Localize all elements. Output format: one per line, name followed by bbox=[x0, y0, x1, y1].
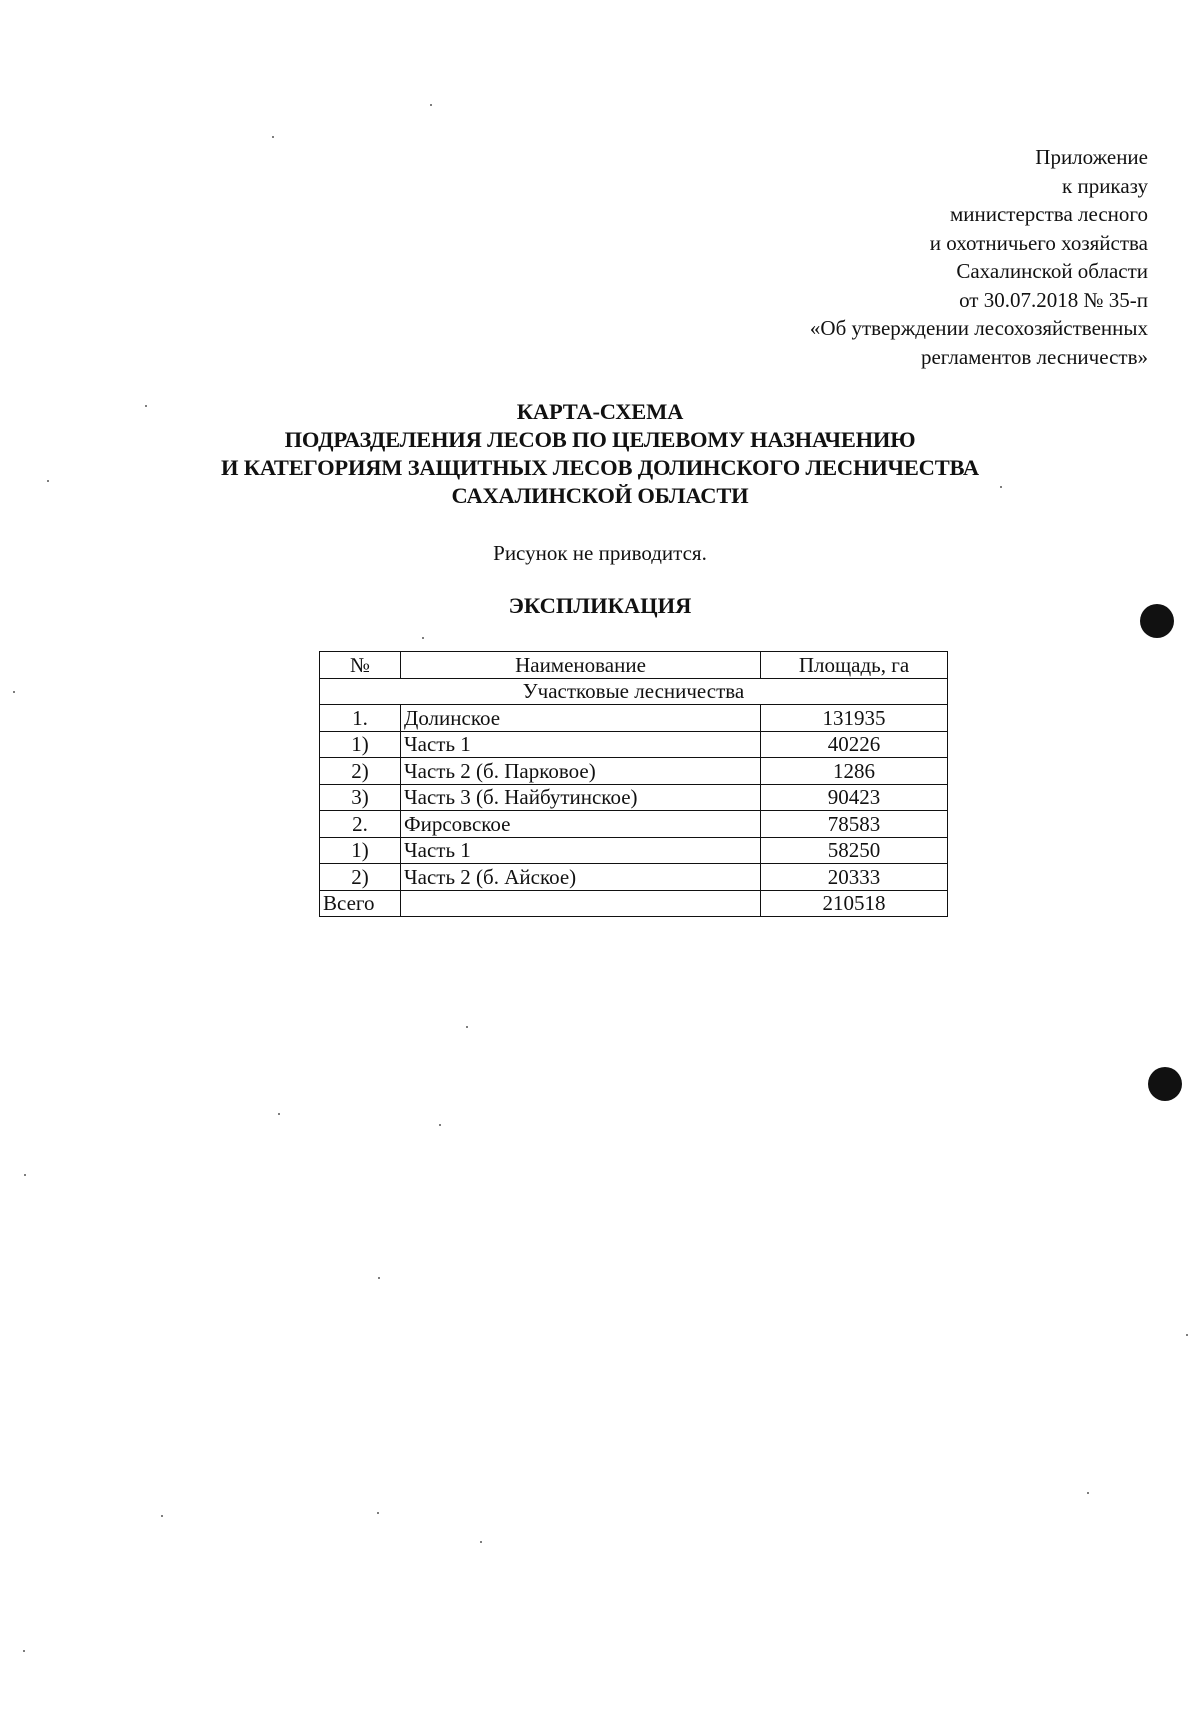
row-name: Часть 1 bbox=[401, 837, 761, 864]
row-name: Часть 1 bbox=[401, 731, 761, 758]
table-row bbox=[320, 811, 948, 838]
explication-heading: ЭКСПЛИКАЦИЯ bbox=[508, 593, 692, 618]
scan-speck bbox=[466, 1026, 468, 1028]
scan-speck bbox=[378, 1277, 380, 1279]
table-header-row bbox=[320, 652, 948, 679]
title-line: ПОДРАЗДЕЛЕНИЯ ЛЕСОВ ПО ЦЕЛЕВОМУ НАЗНАЧЕНИЮ bbox=[284, 427, 916, 452]
section-label: Участковые лесничества bbox=[320, 678, 948, 705]
scan-speck bbox=[13, 691, 15, 693]
table-row bbox=[320, 864, 948, 891]
header-number: № bbox=[320, 652, 401, 679]
row-name: Часть 2 (б. Айское) bbox=[401, 864, 761, 891]
row-number: 1. bbox=[320, 705, 401, 732]
scan-speck bbox=[480, 1541, 482, 1543]
row-area: 131935 bbox=[761, 705, 948, 732]
appendix-block bbox=[810, 143, 1148, 371]
scan-speck bbox=[1000, 486, 1002, 488]
table-total-row bbox=[320, 890, 948, 917]
header-area: Площадь, га bbox=[761, 652, 948, 679]
total-label: Всего bbox=[320, 890, 401, 917]
appendix-line: министерства лесного bbox=[949, 202, 1148, 226]
scan-speck bbox=[272, 136, 274, 138]
title-line: КАРТА-СХЕМА bbox=[516, 399, 684, 424]
row-name: Часть 3 (б. Найбутинское) bbox=[401, 784, 761, 811]
scan-speck bbox=[278, 1113, 280, 1115]
explication-table bbox=[319, 651, 948, 917]
row-number: 1) bbox=[320, 837, 401, 864]
scan-speck bbox=[430, 104, 432, 106]
row-area: 1286 bbox=[761, 758, 948, 785]
table-section-row bbox=[320, 678, 948, 705]
appendix-line: Приложение bbox=[1035, 145, 1148, 169]
row-number: 2. bbox=[320, 811, 401, 838]
scan-speck bbox=[47, 480, 49, 482]
row-number: 2) bbox=[320, 758, 401, 785]
document-title bbox=[0, 398, 1200, 510]
row-name: Часть 2 (б. Парковое) bbox=[401, 758, 761, 785]
punch-hole-dot bbox=[1140, 604, 1174, 638]
row-name: Долинское bbox=[401, 705, 761, 732]
scan-speck bbox=[161, 1515, 163, 1517]
appendix-line: «Об утверждении лесохозяйственных bbox=[809, 316, 1148, 340]
scan-speck bbox=[23, 1650, 25, 1652]
appendix-line: Сахалинской области bbox=[956, 259, 1148, 283]
row-area: 40226 bbox=[761, 731, 948, 758]
punch-hole-dot bbox=[1148, 1067, 1182, 1101]
table-row bbox=[320, 784, 948, 811]
row-number: 1) bbox=[320, 731, 401, 758]
appendix-line: к приказу bbox=[1062, 173, 1148, 198]
scan-speck bbox=[422, 637, 424, 639]
title-line: САХАЛИНСКОЙ ОБЛАСТИ bbox=[451, 483, 749, 508]
scan-speck bbox=[24, 1174, 26, 1176]
scan-speck bbox=[1087, 1492, 1089, 1494]
appendix-line: и охотничьего хозяйства bbox=[929, 230, 1148, 255]
total-name bbox=[401, 890, 761, 917]
row-number: 2) bbox=[320, 864, 401, 891]
title-line: И КАТЕГОРИЯМ ЗАЩИТНЫХ ЛЕСОВ ДОЛИНСКОГО ЛЕСНИЧЕСТВА bbox=[221, 455, 979, 480]
total-area: 210518 bbox=[761, 890, 948, 917]
appendix-line: от 30.07.2018 № 35-п bbox=[959, 287, 1148, 312]
row-number: 3) bbox=[320, 784, 401, 811]
table-row bbox=[320, 731, 948, 758]
figure-note: Рисунок не приводится. bbox=[493, 541, 707, 565]
row-area: 20333 bbox=[761, 864, 948, 891]
row-area: 90423 bbox=[761, 784, 948, 811]
row-area: 78583 bbox=[761, 811, 948, 838]
scan-speck bbox=[145, 405, 147, 407]
appendix-line: регламентов лесничеств» bbox=[920, 344, 1148, 369]
scan-speck bbox=[439, 1124, 441, 1126]
header-name: Наименование bbox=[401, 652, 761, 679]
table-row bbox=[320, 837, 948, 864]
table-row bbox=[320, 705, 948, 732]
table-row bbox=[320, 758, 948, 785]
scan-speck bbox=[1186, 1334, 1188, 1336]
row-name: Фирсовское bbox=[401, 811, 761, 838]
row-area: 58250 bbox=[761, 837, 948, 864]
scan-speck bbox=[377, 1512, 379, 1514]
